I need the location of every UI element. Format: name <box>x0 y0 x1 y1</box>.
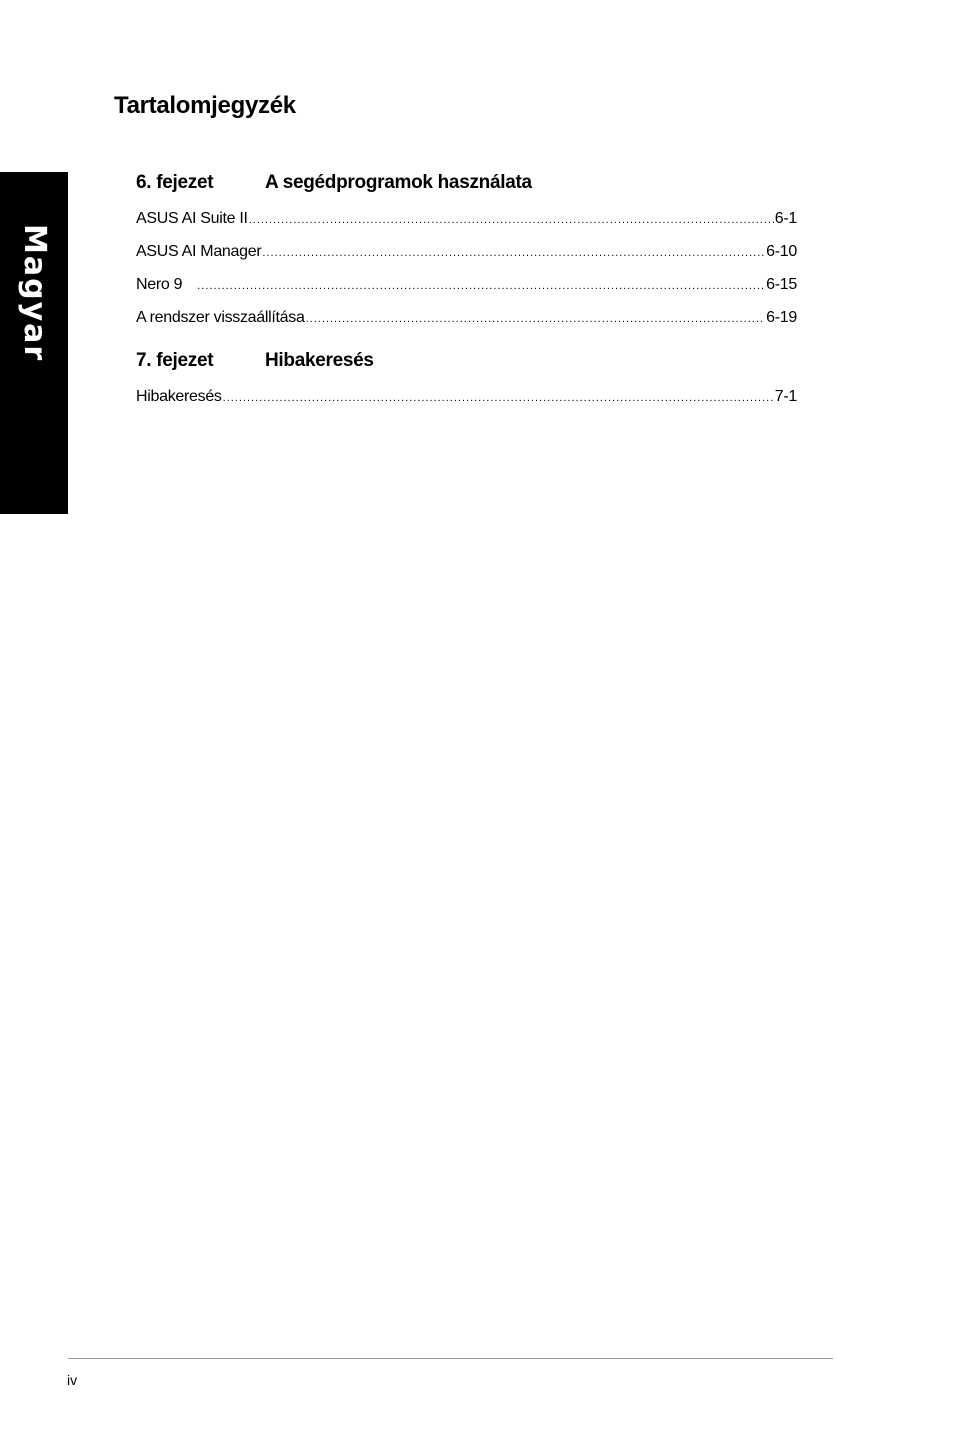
toc-entry-page: 6-19 <box>766 309 797 326</box>
chapter-title: A segédprogramok használata <box>265 172 532 193</box>
chapter-6 <box>136 170 797 334</box>
page-title: Tartalomjegyzék <box>114 92 296 119</box>
toc-entry-page: 6-1 <box>774 210 797 227</box>
dot-leader <box>306 303 766 336</box>
dot-leader <box>197 270 765 303</box>
toc-entry-label: Nero 9 <box>136 276 183 293</box>
language-side-tab <box>0 172 68 514</box>
table-of-contents <box>136 170 797 427</box>
footer-divider <box>68 1358 833 1359</box>
toc-entry[interactable] <box>136 202 797 235</box>
chapter-7 <box>136 348 797 413</box>
toc-entry-label: A rendszer visszaállítása <box>136 309 305 326</box>
chapter-number: 6. fejezet <box>136 172 214 193</box>
chapter-heading <box>136 170 797 196</box>
toc-entry-page: 7-1 <box>774 388 797 405</box>
chapter-heading <box>136 348 797 374</box>
toc-entry-label: ASUS AI Suite II <box>136 210 248 227</box>
toc-entry[interactable] <box>136 235 797 268</box>
chapter-number: 7. fejezet <box>136 350 214 371</box>
language-label: Magyar <box>17 224 52 363</box>
chapter-title: Hibakeresés <box>265 350 374 371</box>
toc-entry-page: 6-10 <box>766 243 797 260</box>
toc-entry[interactable] <box>136 268 797 301</box>
toc-entry-label: ASUS AI Manager <box>136 243 262 260</box>
page-number: iv <box>67 1372 78 1388</box>
dot-leader <box>223 382 774 415</box>
dot-leader <box>262 237 765 270</box>
toc-entry[interactable] <box>136 301 797 334</box>
toc-entry-page: 6-15 <box>766 276 797 293</box>
toc-entry[interactable] <box>136 380 797 413</box>
toc-entry-label: Hibakeresés <box>136 388 222 405</box>
dot-leader <box>249 204 774 237</box>
